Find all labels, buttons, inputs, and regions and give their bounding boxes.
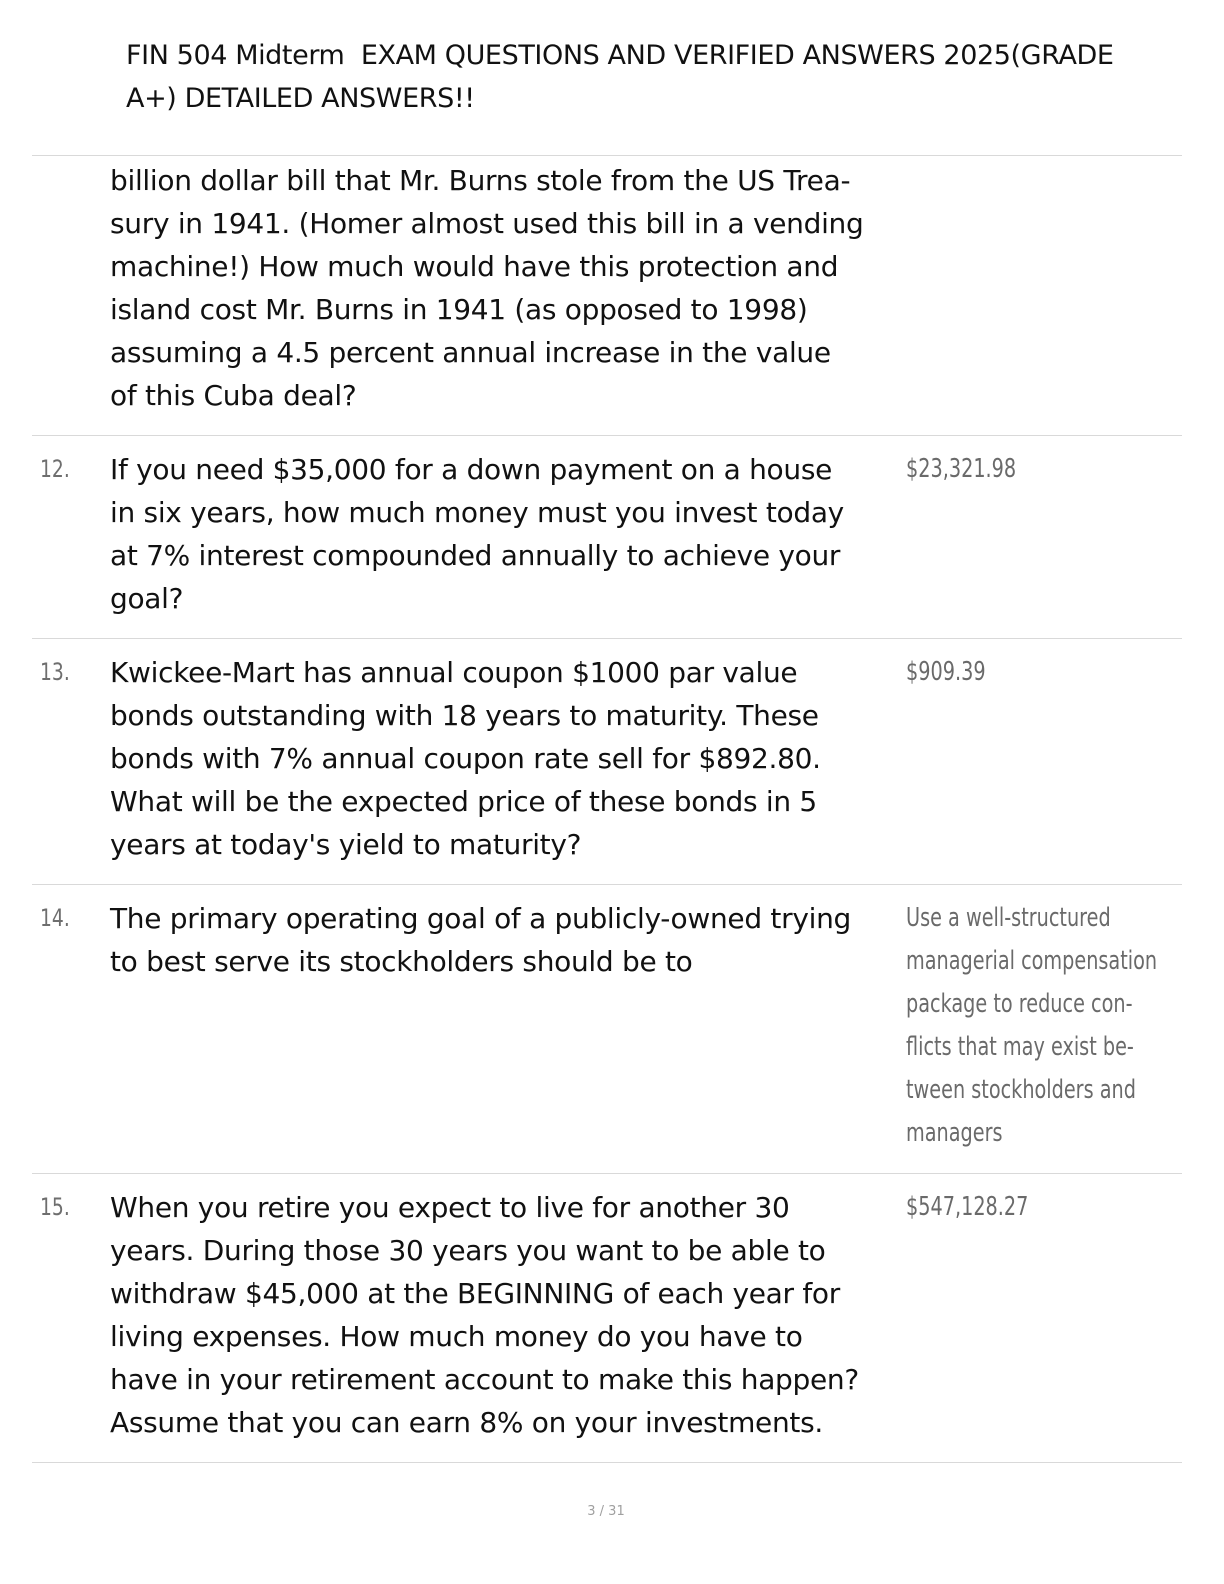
question-number: 13. (40, 658, 70, 686)
question-text: Kwickee-Mart has annual coupon $1000 par value bonds outstanding with 18 years to maturity. These bonds with 7% annual coupon rate sell for $892.80. What will be the expected price of these bonds in 5 years at today's yield to maturity? (110, 656, 821, 861)
answer-text: $909.39 (906, 657, 986, 687)
question-number: 14. (40, 904, 70, 932)
divider (32, 1173, 1182, 1174)
question-text: If you need $35,000 for a down payment on a house in six years, how much money must you invest today at 7% interest compounded annually to achieve your goal? (110, 453, 844, 615)
divider (32, 435, 1182, 436)
document-title-line-2: A+) DETAILED ANSWERS!! (126, 83, 475, 114)
question-text: When you retire you expect to live for another 30 years. During those 30 years you want to be able to withdraw $45,000 at the BEGINNING of each year for living expenses. How much money do you have to have in your retirement account to make this happen? Assume that you can earn 8% on your investments. (110, 1191, 859, 1439)
question-text: billion dollar bill that Mr. Burns stole from the US Trea- sury in 1941. (Homer almost used this bill in a vending machine!) How much would have this protection and island cost Mr. Burns in 1941 (as opposed to 1998) assuming a 4.5 percent annual increase in the value of this Cuba deal? (110, 164, 864, 412)
question-number: 12. (40, 455, 70, 483)
divider (32, 1462, 1182, 1463)
answer-text: Use a well-structured managerial compensation package to reduce con- flicts that may exist be- tween stockholders and managers (906, 903, 1158, 1148)
question-number: 15. (40, 1193, 70, 1221)
page-indicator: 3 / 31 (587, 1504, 625, 1519)
document-title-line-1: FIN 504 Midterm EXAM QUESTIONS AND VERIFIED ANSWERS 2025(GRADE (126, 40, 1114, 71)
question-text: The primary operating goal of a publicly-owned trying to best serve its stockholders should be to (110, 902, 851, 978)
answer-text: $547,128.27 (906, 1192, 1029, 1222)
divider (32, 884, 1182, 885)
answer-text: $23,321.98 (906, 454, 1017, 484)
divider (32, 155, 1182, 156)
document-title (126, 34, 1216, 120)
divider (32, 638, 1182, 639)
